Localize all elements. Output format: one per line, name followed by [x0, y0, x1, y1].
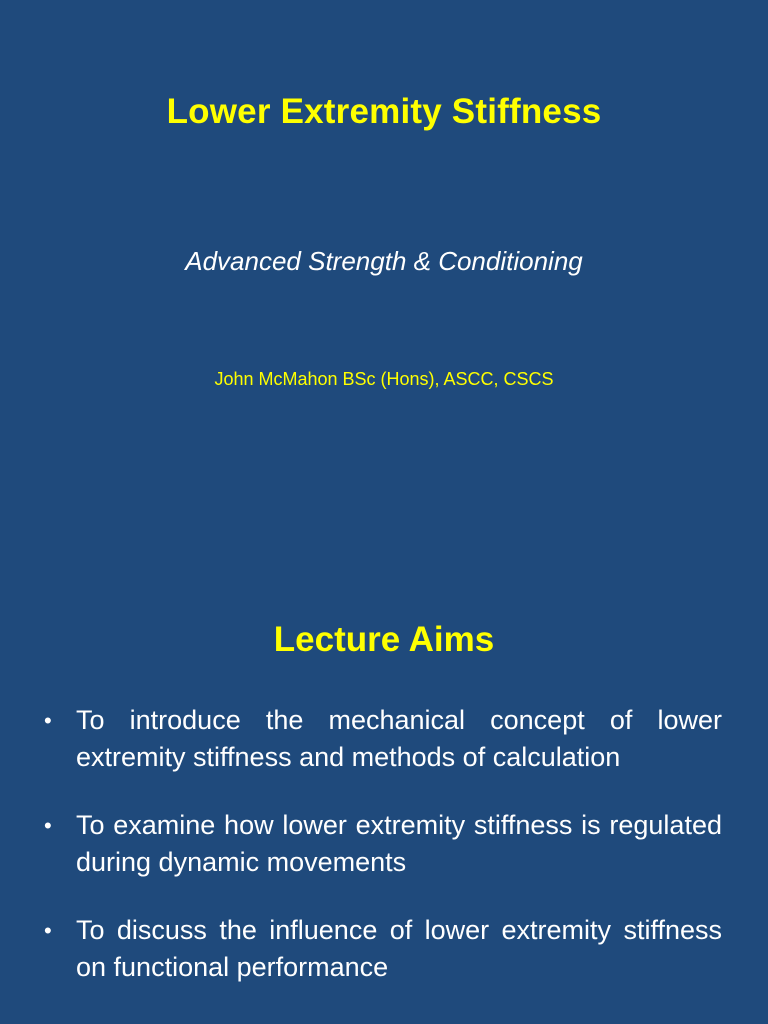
aims-list: [44, 702, 722, 986]
bullet-icon: •: [44, 708, 52, 733]
aim-text: To introduce the mechanical concept of lower extremity stiffness and methods of calculation: [76, 705, 722, 772]
aim-text: To discuss the influence of lower extremity stiffness on functional performance: [76, 915, 722, 982]
aims-heading: Lecture Aims: [273, 620, 495, 659]
aim-item: [44, 702, 722, 776]
aim-item: [44, 807, 722, 881]
author-credit: John McMahon BSc (Hons), ASCC, CSCS: [214, 369, 554, 389]
aim-item: [44, 912, 722, 986]
aim-text: To examine how lower extremity stiffness is regulated during dynamic movements: [76, 810, 722, 877]
slide-title: Lower Extremity Stiffness: [166, 92, 602, 131]
bullet-icon: •: [44, 813, 52, 838]
bullet-icon: •: [44, 918, 52, 943]
aims-slide: [0, 512, 768, 1024]
slide-subtitle: Advanced Strength & Conditioning: [185, 246, 583, 276]
